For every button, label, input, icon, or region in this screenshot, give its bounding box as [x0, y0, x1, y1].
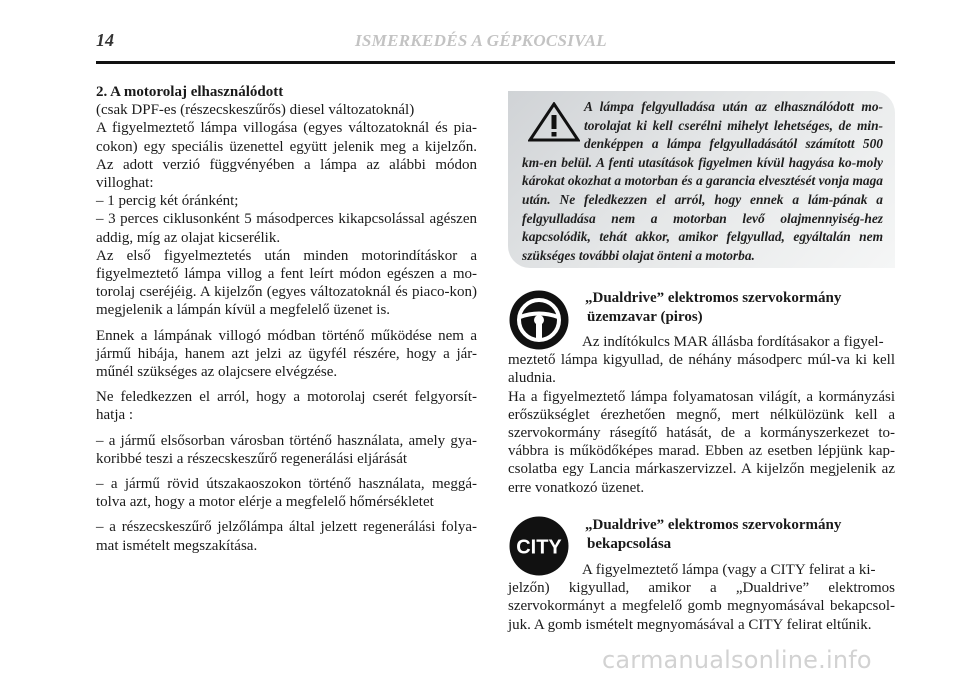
dualdrive-city-title: „Dualdrive” elektromos szervokormány bekapcsolása [585, 517, 842, 552]
paragraph-first-warning: Az első figyelmeztetés után minden motorindításkor a figyelmeztető lámpa villog a fent leírt módon egészen a mo-torolaj cseréjéig. A kijelzőn (egyes változatoknál és piaco-kon) megjelenik a lámpán kívül a megfelelő üzenet is. [96, 247, 477, 319]
paragraph-intro: A figyelmeztető lámpa villogása (egyes változatoknál és pia-cokon) egy speciális üzenettel együtt jelenik meg a kijelzőn. Az adott verzió függvényében a lámpa az alábbi módon villoghat: [96, 120, 477, 192]
dualdrive-failure-text [508, 333, 895, 497]
section-subheading: (csak DPF-es (részecskeszűrős) diesel változatoknál) [96, 102, 415, 119]
list-item: – a jármű rövid útszakaoszokon történő használata, meggá-tolva azt, hogy a motor elérje a megfelelő hőmérsékletet [96, 476, 477, 511]
paragraph-rest: meztető lámpa kigyullad, de néhány másodperc múl-va ki kell aludnia. [508, 352, 895, 387]
dualdrive-failure-title: „Dualdrive” elektromos szervokormány üzemzavar (piros) [585, 290, 842, 325]
paragraph-steady-light: Ha a figyelmeztető lámpa folyamatosan világít, a kormányzási erőszükséglet érezhetően megnő, mert nélkülözünk kell a szervokormány rásegítő hatását, de a kormányszerkezet to-vábbra is működőképes marad. Ebben az esetben lépjünk kap-csolatba egy Lancia márkaszervizzel. A kijelzőn megjelenik az erre vonatkozó üzenet. [508, 388, 895, 496]
warning-triangle-icon [528, 102, 580, 142]
watermark: carmanualsonline.info [602, 646, 872, 674]
warning-box [508, 91, 895, 268]
left-column [96, 83, 477, 562]
warning-text: A lámpa felgyulladása után az elhasználódott mo-torolajat ki kell cserélni mihelyt lehetséges, de min-denképpen a lámpa felgyulladásától számított 500 km-en belül. A fenti utasítások figyelmen kívül hagyása ko-moly károkat okozhat a motorban és a garancia elvesztését vonja maga után. Ne feledkezzen el arról, hogy ennek a lám-pának a felgyulladása nem a motorban levő olajmennyiség-hez kapcsolódik, tehát akkor, amikor felgyullad, egyáltalán nem szükséges további olajat önteni a motorba. [522, 99, 883, 263]
list-item: – a részecskeszűrő jelzőlámpa által jelzett regenerálási folya-mat ismételt megszakítása. [96, 519, 477, 554]
paragraph-lead: A figyelmeztető lámpa (vagy a CITY felirat a ki- [582, 562, 876, 578]
header-rule [96, 61, 895, 64]
paragraph-reminder: Ne feledkezzen el arról, hogy a motorolaj cserét felgyorsít-hatja : [96, 389, 477, 424]
section-heading: 2. A motorolaj elhasználódott [96, 84, 284, 100]
paragraph-rest: jelzőn) kigyullad, amikor a „Dualdrive” elektromos szervokormányt a megfelelő gomb megnyomásával bekapcsol-juk. A gomb ismételt megnyomásával a CITY felirat eltűnik. [508, 580, 895, 633]
dualdrive-city-text [508, 561, 895, 634]
section-title: ISMERKEDÉS A GÉPKOCSIVAL [355, 31, 607, 50]
paragraph-lead: Az indítókulcs MAR állásba fordításakor a figyel- [582, 334, 884, 350]
city-icon-label: CITY [516, 536, 562, 559]
paragraph-blinking: Ennek a lámpának villogó módban történő működése nem a jármű hibája, hanem azt jelzi az ügyfél részére, hogy a jár-műnél szükséges az olajcsere elvégzése. [96, 327, 477, 381]
list-item: – a jármű elsősorban városban történő használata, amely gya-koribbé teszi a részecskeszűrő regenerálási eljárását [96, 432, 477, 467]
list-item: – 1 percig két óránként; [96, 193, 239, 210]
page-number: 14 [96, 30, 114, 50]
list-item: – 3 perces ciklusonként 5 másodperces kikapcsolással agészen addig, míg az olajat kicserélik. [96, 211, 477, 246]
